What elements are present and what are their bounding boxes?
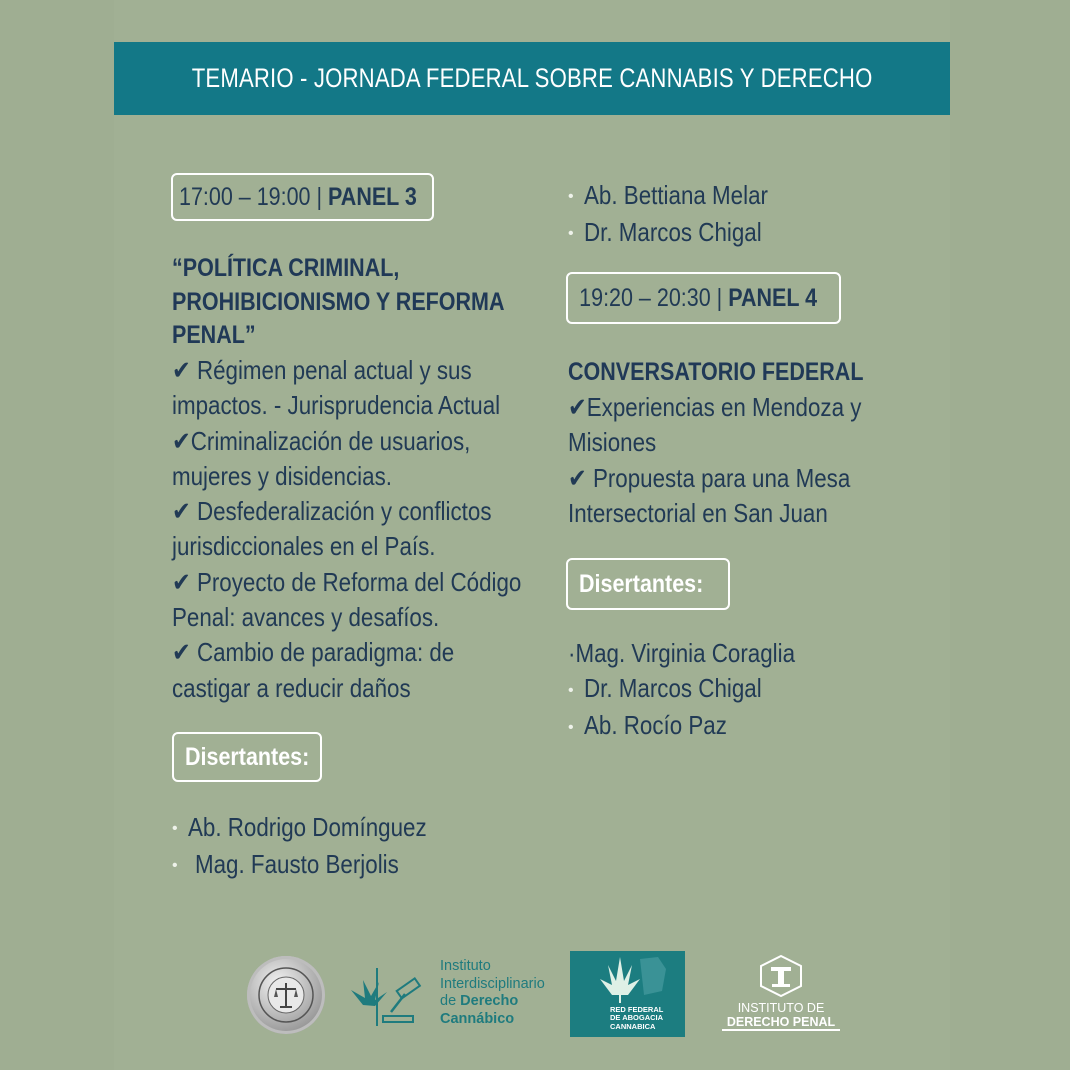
speaker-name: Mag. Fausto Berjolis: [194, 848, 399, 879]
speaker-name: Dr. Marcos Chigal: [583, 216, 762, 247]
instituto-derecho-penal-logo: [722, 954, 840, 1031]
logo-text: Cannábico: [440, 1010, 515, 1027]
speaker-name: Ab. Rocío Paz: [583, 710, 727, 741]
panel4-speakers: [568, 636, 832, 745]
speakers-label-text: Disertantes:: [579, 569, 704, 598]
bullet-dot-icon: •: [568, 188, 574, 206]
panel4-title: [568, 356, 912, 390]
topic-line: jurisdiccionales en el País.: [172, 531, 436, 562]
cannabis-leaf-icon: [570, 951, 685, 1003]
panel4-label: PANEL 4: [728, 283, 818, 312]
panel4-time-box: [566, 272, 841, 324]
speakers-label-text: Disertantes:: [185, 742, 310, 771]
sponsor-logos: [0, 940, 1070, 1050]
topic-line: Misiones: [568, 427, 657, 458]
topic-line: ✔ Régimen penal actual y sus: [172, 355, 472, 385]
logo-text: DERECHO PENAL: [722, 1015, 840, 1031]
logo-text: INSTITUTO DE: [737, 1001, 825, 1015]
topic-line: Penal: avances y desafíos.: [172, 602, 440, 633]
panel3-time: 17:00 – 19:00 |: [179, 182, 329, 211]
speaker-name: ·Mag. Virginia Coraglia: [568, 638, 796, 668]
panel3-topics: [172, 353, 578, 706]
topic-line: ✔ Proyecto de Reforma del Código: [172, 566, 522, 597]
right-margin: [950, 0, 1070, 1070]
bullet-dot-icon: •: [568, 225, 574, 243]
topic-line: castigar a reducir daños: [172, 672, 411, 703]
panel3-speakers-continued: [568, 178, 798, 252]
foro-abogados-seal-logo: [247, 956, 325, 1034]
panel4-time: 19:20 – 20:30 |: [579, 283, 729, 312]
red-federal-abogacia-logo: [570, 951, 685, 1037]
panel3-label: PANEL 3: [328, 182, 417, 211]
logo-text: Interdisciplinario: [440, 975, 545, 992]
bullet-dot-icon: •: [172, 857, 178, 875]
topic-line: ✔ Desfederalización y conflictos: [172, 496, 492, 527]
panel3-title: [172, 252, 559, 353]
topic-line: impactos. - Jurisprudencia Actual: [172, 390, 501, 421]
logo-text: CANNABICA: [610, 1021, 656, 1031]
cannabis-gavel-icon: [343, 960, 428, 1030]
logo-text: DE ABOGACIA: [610, 1013, 664, 1023]
panel3-title-line: PROHIBICIONISMO Y REFORMA: [172, 287, 505, 316]
scales-icon: [256, 965, 316, 1025]
header-banner: [114, 42, 950, 115]
hexagon-column-icon: [756, 954, 806, 998]
topic-line: mujeres y disidencias.: [172, 460, 392, 491]
topic-line: ✔Experiencias en Mendoza y: [568, 392, 862, 422]
speaker-name: Ab. Bettiana Melar: [583, 180, 768, 210]
topic-line: Intersectorial en San Juan: [568, 497, 828, 528]
panel3-title-line: PENAL”: [172, 321, 256, 349]
logo-text: Derecho: [460, 993, 519, 1009]
speaker-name: Dr. Marcos Chigal: [583, 673, 762, 704]
logo-text: Instituto: [440, 958, 491, 974]
topic-line: ✔ Cambio de paradigma: de: [172, 637, 455, 668]
panel3-time-box: [171, 173, 434, 221]
panel4-speakers-label: [566, 558, 730, 610]
bullet-dot-icon: •: [172, 820, 178, 838]
panel4-title-text: CONVERSATORIO FEDERAL: [568, 358, 864, 386]
panel3-speakers: [172, 810, 465, 884]
speaker-name: Ab. Rodrigo Domínguez: [187, 812, 427, 842]
panel4-topics: [568, 390, 909, 531]
bullet-dot-icon: •: [568, 718, 574, 736]
bullet-dot-icon: •: [568, 681, 574, 699]
topic-line: ✔ Propuesta para una Mesa: [568, 462, 851, 493]
left-margin: [0, 0, 114, 1070]
topic-line: ✔Criminalización de usuarios,: [172, 425, 471, 456]
panel3-speakers-label: [172, 732, 322, 782]
panel3-title-line: “POLÍTICA CRIMINAL,: [172, 254, 400, 282]
logo-text: de: [440, 993, 461, 1009]
banner-title: TEMARIO - JORNADA FEDERAL SOBRE CANNABIS Y DERECHO: [191, 63, 873, 93]
instituto-derecho-cannabico-logo: [440, 958, 545, 1028]
logo-text: RED FEDERAL: [610, 1004, 664, 1014]
